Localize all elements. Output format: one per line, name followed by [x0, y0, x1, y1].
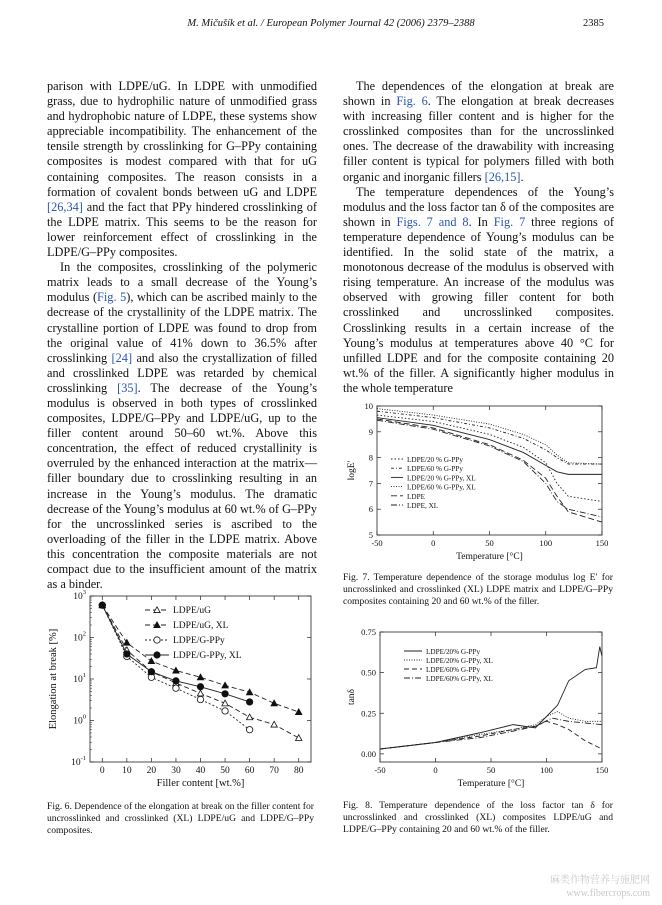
y-tick-label: 5	[368, 530, 373, 540]
legend-label: LDPE/60% G-PPy, XL	[426, 675, 493, 683]
y-tick-label: 8	[368, 452, 373, 463]
y-axis-label: tanδ	[347, 688, 357, 706]
y-tick-label: 0.25	[361, 708, 376, 719]
citation-link[interactable]: Fig. 6	[396, 94, 428, 109]
legend-label: LDPE/G-PPy, XL	[173, 651, 242, 661]
x-axis-label: Temperature [°C]	[456, 552, 523, 562]
watermark-line-1: 麻类作物营养与施肥网	[550, 875, 650, 886]
y-tick-label: $10^0$	[73, 713, 86, 727]
legend-label: LDPE/60 % G-PPy, XL	[407, 483, 476, 492]
x-tick-label: 50	[486, 765, 496, 775]
data-point	[148, 668, 154, 674]
x-axis-label: Temperature [°C]	[457, 779, 525, 789]
legend-label: LDPE/20 % G-PPy	[407, 456, 463, 464]
y-tick-label: 0.00	[361, 748, 376, 759]
paragraph	[343, 185, 614, 396]
data-point	[154, 652, 160, 658]
y-axis-label: logE'	[347, 460, 357, 481]
figure-7-chart	[344, 395, 612, 567]
figure-7-caption: Fig. 7. Temperature dependence of the storage modulus log E′ for uncrosslinked and crosslinked (XL) LDPE matrix and LDPE/G–PPy composites containing 20 and 60 wt.% of the filler.	[343, 572, 613, 608]
data-point	[99, 602, 105, 608]
legend-label: LDPE/60 % G-PPy	[407, 465, 463, 474]
legend-label: LDPE/20 % G-PPy, XL	[407, 474, 476, 483]
page-number: 2385	[583, 18, 604, 29]
x-tick-label: 0	[431, 538, 436, 548]
right-column	[343, 79, 614, 396]
x-tick-label: 150	[595, 765, 609, 775]
x-tick-label: 150	[595, 538, 609, 548]
legend-label: LDPE/20% G-PPy	[426, 648, 481, 656]
data-point	[271, 721, 277, 727]
x-tick-label: 100	[539, 538, 553, 548]
x-tick-label: 30	[171, 766, 181, 776]
citation-link[interactable]: [35]	[117, 380, 138, 395]
x-tick-label: 100	[540, 765, 553, 775]
plot-frame	[380, 632, 602, 762]
y-axis-label: Elongation at break [%]	[48, 628, 59, 730]
citation-link[interactable]: [24]	[111, 350, 133, 365]
data-point	[246, 727, 252, 733]
x-tick-label: 40	[195, 766, 206, 776]
data-point	[173, 685, 179, 691]
legend-label: LDPE	[407, 492, 425, 501]
text-run: . The decrease of the Young’s modulus is observed in both types of crosslinked composites, LDPE/G–PPy and LDPE/uG, up to the filler content around 50–60 wt.%. Above this concentration, the effect of reduced crystallinity is overruled by the enhanced interaction at the matrix—filler boundary due to crosslinking resulting in an increase in the Young’s modulus. The dramatic decrease of the Young’s modulus at 60 wt.% of G–PPy for the uncrosslinked series is ascribed to the overloading of the filler in the LDPE matrix. Above this concentration the composite materials are not compact due to the insufficient amount of the matrix as a binder.	[47, 380, 317, 592]
legend-label: LDPE/uG, XL	[173, 621, 229, 631]
x-axis-label: Filler content [wt.%]	[156, 778, 245, 789]
watermark	[550, 874, 650, 900]
y-tick-label: $10^1$	[73, 672, 86, 685]
text-run: In the composites, crosslinking of the polymeric matrix leads to a small decrease of the Young’s modulus (	[47, 260, 317, 305]
figure-6-caption: Fig. 6. Dependence of the elongation at break on the filler content for uncrosslinked and crosslinked (XL) LDPE/uG and LDPE/G–PPy composites.	[47, 801, 314, 837]
citation-link[interactable]: [26,34]	[47, 199, 83, 214]
left-column	[47, 79, 317, 592]
x-tick-label: 60	[244, 766, 255, 776]
data-point	[246, 714, 252, 720]
x-tick-label: 0	[99, 766, 105, 776]
text-run: .	[520, 169, 524, 184]
legend-label: LDPE, XL	[407, 502, 439, 510]
x-tick-label: 0	[433, 765, 438, 775]
text-run: parison with LDPE/uG. In LDPE with unmodified grass, due to hydrophilic nature of unmodified grass and hydrophobic nature of LDPE, these systems show appreciable incompatibility. The enhancement of the tensile strength by crosslinking for G–PPy containing composites is modest compared with that for uG containing composites. The reason consists in a formation of covalent bonds between uG and LDPE	[47, 79, 317, 199]
x-tick-label: 20	[146, 766, 157, 776]
text-run: . The elongation at break decreases with increasing filler content and is higher for the crosslinked composites than for the uncrosslinked ones. The decrease of the drawability with increasing filler content is typical for polymers filled with both organic and inorganic fillers	[343, 94, 615, 184]
x-tick-label: -50	[371, 538, 383, 548]
data-point	[222, 700, 228, 706]
x-tick-label: 80	[293, 766, 304, 776]
paragraph	[47, 260, 317, 592]
data-point	[197, 684, 203, 690]
y-tick-label: 0.50	[361, 667, 376, 678]
data-point	[148, 658, 154, 664]
y-tick-label: $10^{-1}$	[71, 755, 86, 768]
y-tick-label: 10	[364, 401, 373, 411]
data-point	[173, 667, 179, 673]
legend-label: LDPE/60% G-PPy	[426, 666, 481, 674]
citation-link[interactable]: Figs. 7 and 8	[396, 214, 469, 229]
y-tick-label: 6	[368, 504, 373, 515]
y-tick-label: 7	[368, 478, 373, 489]
y-tick-label: $10^3$	[73, 589, 86, 602]
text-run: . In	[468, 214, 494, 229]
x-tick-label: 10	[122, 766, 132, 776]
data-point	[222, 682, 228, 688]
paragraph	[343, 79, 614, 185]
data-point	[197, 674, 203, 680]
watermark-line-2: www.fibercrops.com	[566, 888, 650, 899]
legend-label: LDPE/uG	[173, 606, 211, 616]
legend-label: LDPE/20% G-PPy, XL	[426, 657, 493, 665]
y-tick-label: $10^2$	[73, 630, 86, 644]
citation-link[interactable]: Fig. 5	[97, 290, 127, 305]
figure-6-chart	[44, 588, 316, 802]
data-point	[296, 735, 302, 741]
text-run: ), which can be ascribed mainly to the decrease of the crystallinity of the LDPE matrix. The crystalline portion of LDPE was found to drop from the original value of 41% down to 36.5% after crosslinking	[47, 290, 317, 365]
data-point	[124, 651, 130, 657]
y-tick-label: 0.75	[361, 627, 376, 637]
text-run: and the fact that PPy hindered crosslinking of the LDPE matrix. This seems to be the reason for lower reinforcement effect of crosslinking in the LDPE/G–PPy composites.	[47, 199, 317, 260]
x-tick-label: 50	[220, 766, 230, 776]
y-tick-label: 9	[368, 426, 373, 437]
citation-link[interactable]: Fig. 7	[493, 214, 526, 229]
paragraph	[47, 79, 317, 260]
data-point	[124, 639, 130, 645]
data-point	[197, 690, 203, 696]
running-title: M. Mičušík et al. / European Polymer Journal 42 (2006) 2379–2388	[187, 18, 475, 29]
legend-label: LDPE/G-PPy	[173, 636, 225, 646]
data-point	[173, 678, 179, 684]
citation-link[interactable]: [26,15]	[484, 169, 521, 184]
data-point	[154, 637, 160, 643]
data-point	[222, 708, 228, 714]
text-run: The temperature dependences of the Young’s modulus and the loss factor tan δ of the composites are shown in	[343, 184, 614, 229]
x-tick-label: -50	[374, 765, 386, 775]
figure-8-chart	[344, 622, 612, 794]
text-run: and also the crystallization of filled and crosslinked LDPE was retarded by chemical crosslinking	[47, 350, 317, 395]
data-point	[271, 700, 277, 706]
data-point	[222, 691, 228, 697]
figure-8-caption: Fig. 8. Temperature dependence of the loss factor tan δ for uncrosslinked and crosslinked (XL) composites LDPE/uG and LDPE/G–PPy containing 20 and 60 wt.% of the filler.	[343, 800, 613, 836]
x-tick-label: 70	[269, 766, 279, 776]
text-run: three regions of temperature dependence of Young’s modulus can be identified. In the solid state of the matrix, a monotonous decrease of the modulus is observed with rising temperature. An increase of the modulus was observed with growing filler content for both crosslinked and uncrosslinked composites. Crosslinking results in a certain increase of the Young’s modulus at temperatures above 40 °C for unfilled LDPE and for the composite containing 20 wt.% of the filler. A significantly higher modulus in the whole temperature	[343, 214, 615, 395]
data-point	[197, 696, 203, 702]
data-point	[296, 709, 302, 715]
data-point	[246, 699, 252, 705]
text-run: The dependences of the elongation at break are shown in	[343, 79, 614, 109]
x-tick-label: 50	[485, 538, 494, 548]
